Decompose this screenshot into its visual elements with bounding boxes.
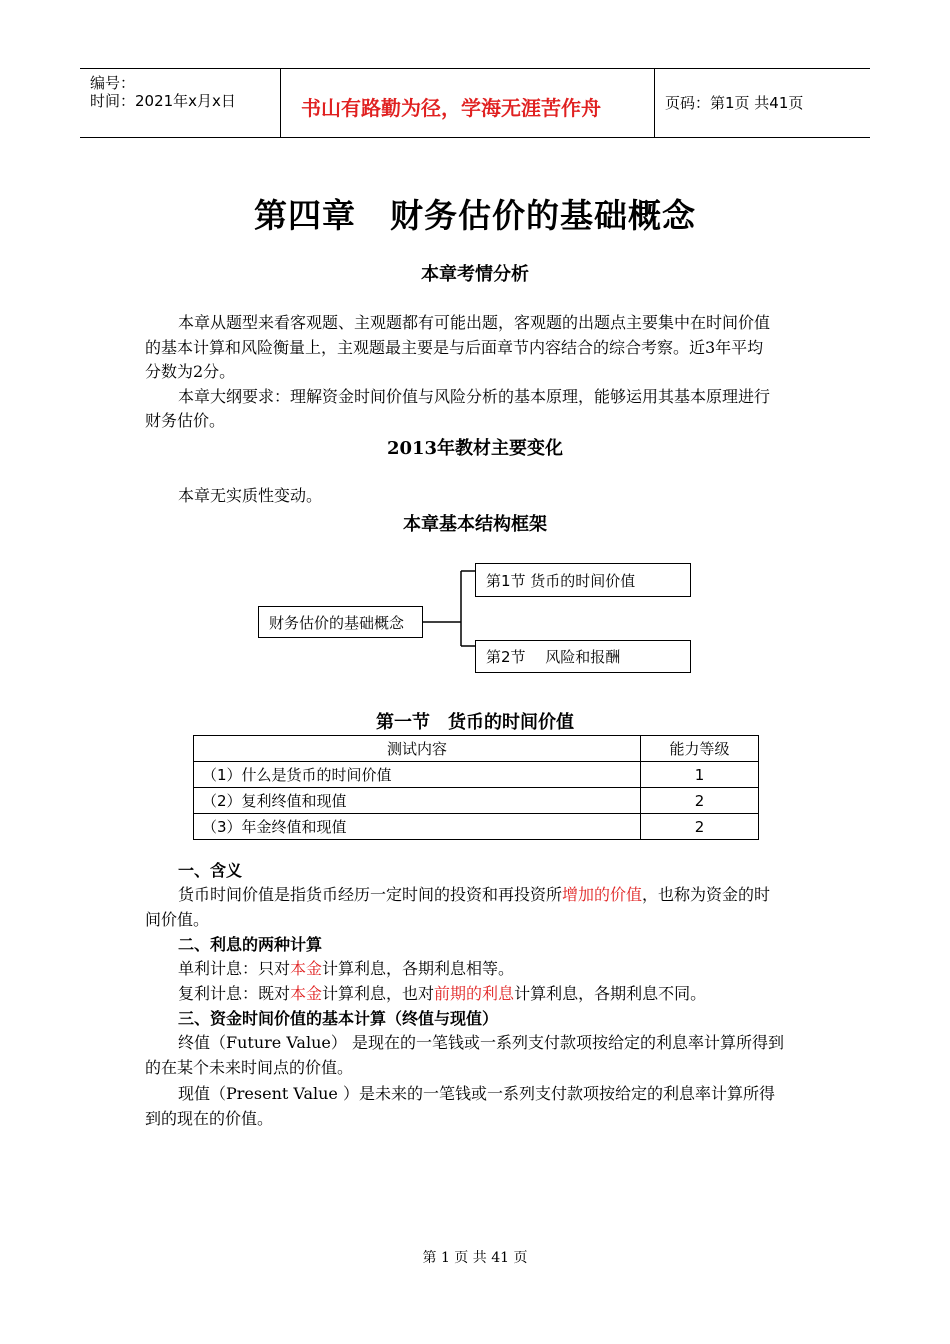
compound-interest-line xyxy=(178,981,706,1006)
table-header-row xyxy=(194,736,759,762)
section1-heading: 第一节 货币的时间价值 xyxy=(376,712,574,733)
framework-root-box: 财务估价的基础概念 xyxy=(258,606,423,638)
interest-heading: 二、利息的两种计算 xyxy=(178,935,323,954)
meaning-highlight: 增加的价值 xyxy=(562,885,643,904)
pv-line2: 到的现在的价值。 xyxy=(145,1109,274,1128)
table-cell-content: （2）复利终值和现值 xyxy=(194,788,641,814)
basic-calc-heading: 三、资金时间价值的基本计算（终值与现值） xyxy=(178,1009,499,1028)
table-cell-level: 2 xyxy=(641,814,759,840)
simple-highlight: 本金 xyxy=(290,959,323,978)
compound-highlight-1: 本金 xyxy=(290,984,323,1003)
framework-branch-1: 第1节 货币的时间价值 xyxy=(475,563,691,597)
date-label: 时间：2021年x月x日 xyxy=(90,92,236,110)
analysis-para2-line1: 本章大纲要求：理解资金时间价值与风险分析的基本原理，能够运用其基本原理进行 xyxy=(178,387,771,406)
framework-branch-2: 第2节 风险和报酬 xyxy=(475,640,691,673)
page-footer: 第 1 页 共 41 页 xyxy=(422,1250,528,1266)
simple-interest-line xyxy=(178,956,514,981)
serial-label: 编号： xyxy=(90,74,136,92)
ability-table xyxy=(193,735,759,840)
motto: 书山有路勤为径，学海无涯苦作舟 xyxy=(301,96,601,120)
fv-line2: 的在某个未来时间点的价值。 xyxy=(145,1058,354,1077)
compound-text-a: 复利计息：既对 xyxy=(178,984,291,1003)
analysis-para1-line2: 的基本计算和风险衡量上，主观题最主要是与后面章节内容结合的综合考察。近3年平均 xyxy=(145,338,764,357)
changes-heading: 2013年教材主要变化 xyxy=(386,438,564,459)
table-header-content: 测试内容 xyxy=(194,736,641,762)
table-cell-content: （1）什么是货币的时间价值 xyxy=(194,762,641,788)
meaning-heading: 一、含义 xyxy=(178,861,243,880)
table-row xyxy=(194,788,759,814)
meaning-line2: 间价值。 xyxy=(145,910,210,929)
table-header-level: 能力等级 xyxy=(641,736,759,762)
chapter-title: 第四章 财务估价的基础概念 xyxy=(254,196,696,235)
analysis-para1-line1: 本章从题型来看客观题、主观题都有可能出题，客观题的出题点主要集中在时间价值 xyxy=(178,313,771,332)
framework-heading: 本章基本结构框架 xyxy=(403,514,547,535)
compound-text-c: 计算利息，各期利息不同。 xyxy=(514,984,707,1003)
simple-text-b: 计算利息，各期利息相等。 xyxy=(322,959,515,978)
compound-text-b: 计算利息，也对 xyxy=(322,984,435,1003)
analysis-para1-line3: 分数为2分。 xyxy=(145,362,236,381)
table-cell-content: （3）年金终值和现值 xyxy=(194,814,641,840)
analysis-heading: 本章考情分析 xyxy=(421,264,529,285)
meaning-text-a: 货币时间价值是指货币经历一定时间的投资和再投资所 xyxy=(178,885,563,904)
meaning-line1 xyxy=(178,882,770,907)
table-row xyxy=(194,814,759,840)
table-cell-level: 2 xyxy=(641,788,759,814)
simple-text-a: 单利计息：只对 xyxy=(178,959,291,978)
compound-highlight-2: 前期的利息 xyxy=(434,984,515,1003)
table-row xyxy=(194,762,759,788)
analysis-para2-line2: 财务估价。 xyxy=(145,411,226,430)
pv-line1: 现值（Present Value ）是未来的一笔钱或一系列支付款项按给定的利息率计算所得 xyxy=(178,1084,775,1103)
page-info: 页码：第1页 共41页 xyxy=(665,94,804,112)
table-cell-level: 1 xyxy=(641,762,759,788)
meaning-text-b: ，也称为资金的时 xyxy=(642,885,771,904)
fv-line1: 终值（Future Value） 是现在的一笔钱或一系列支付款项按给定的利息率计算所得到 xyxy=(178,1033,784,1052)
changes-text: 本章无实质性变动。 xyxy=(178,486,323,505)
